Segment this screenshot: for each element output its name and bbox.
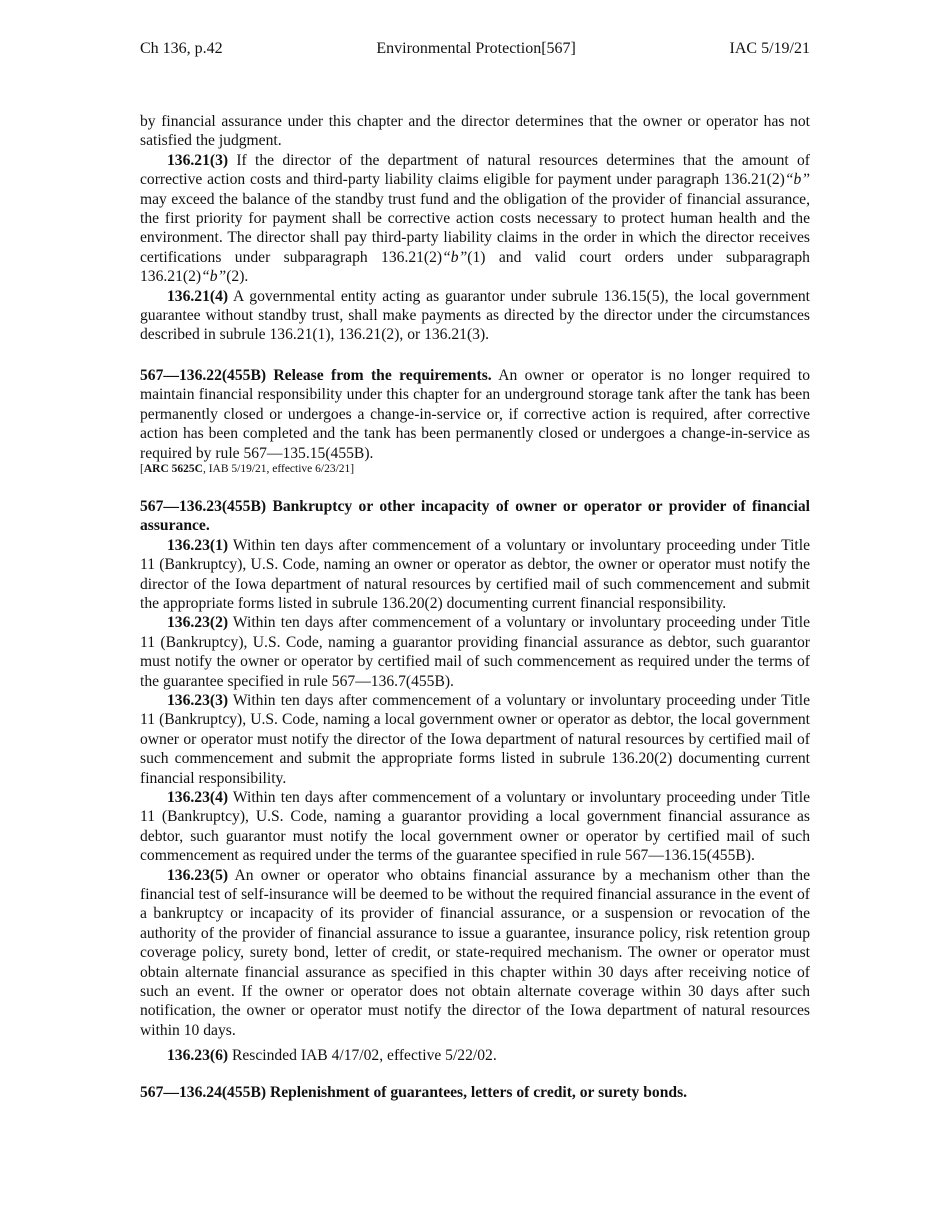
subrule-label: 136.23(6) xyxy=(167,1047,229,1065)
rule-title: 567—136.24(455B) Replenishment of guarantees, letters of credit, or surety bonds. xyxy=(140,1083,688,1101)
subrule-136-23-3 xyxy=(140,691,810,788)
text: (1) and valid court orders under subparagraph 136.21(2) xyxy=(140,248,810,286)
subrule-label: 136.23(2) xyxy=(167,614,229,632)
text: , IAB 5/19/21, effective 6/23/21] xyxy=(202,462,355,475)
text: (2). xyxy=(226,268,249,286)
text: “b” xyxy=(442,248,468,266)
text: may exceed the balance of the standby trust fund and the obligation of the provider of financial assurance, the first priority for payment shall be corrective action costs necessary to protect human health and the environment. The director shall pay third-party liability claims in the order in which the director receives certifications under subparagraph 136.21(2) xyxy=(140,190,810,266)
page-header xyxy=(140,40,810,58)
subrule-136-23-5 xyxy=(140,866,810,1041)
text: Within ten days after commencement of a voluntary or involuntary proceeding under Title 11 (Bankruptcy), U.S. Code, naming a local government owner or operator as debtor, the local government owner or operator must notify the director of the Iowa department of natural resources by certified mail of such commencement and submit the appropriate forms listed in subrule 136.20(2) documenting current financial responsibility. xyxy=(140,691,810,787)
rule-136-24-title xyxy=(140,1083,810,1102)
document-body xyxy=(140,112,810,1102)
header-chapter-page: Ch 136, p.42 xyxy=(140,40,223,57)
subrule-label: 136.21(3) xyxy=(167,151,229,169)
text: An owner or operator who obtains financial assurance by a mechanism other than the financial test of self-insurance will be deemed to be without the required financial assurance in the event of a bankruptcy or incapacity of its provider of financial assurance, or a suspension or revocation of the authority of the provider of financial assurance to issue a guarantee, insurance policy, risk retention group coverage policy, surety bond, letter of credit, or state-required mechanism. The owner or operator must obtain alternate financial assurance as specified in this chapter within 30 days after receiving notice of such an event. If the owner or operator does not obtain alternate coverage within 30 days after such notification, the owner or operator must notify the director of the Iowa department of natural resources within 10 days. xyxy=(140,866,810,1039)
subrule-label: 136.23(3) xyxy=(167,691,229,709)
rule-136-23-title xyxy=(140,497,810,536)
subrule-136-21-3 xyxy=(140,151,810,287)
rule-136-22 xyxy=(140,366,810,463)
rule-title: 567—136.23(455B) Bankruptcy or other incapacity of owner or operator or provider of financial assurance. xyxy=(140,497,810,535)
subrule-136-23-2 xyxy=(140,613,810,691)
subrule-label: 136.23(5) xyxy=(167,866,229,884)
text: A governmental entity acting as guarantor under subrule 136.15(5), the local government guarantee without standby trust, shall make payments as directed by the director under the circumstances described in subrule 136.21(1), 136.21(2), or 136.21(3). xyxy=(140,287,810,344)
header-date: IAC 5/19/21 xyxy=(729,40,810,57)
text: If the director of the department of natural resources determines that the amount of corrective action costs and third-party liability claims eligible for payment under paragraph 136.21(2) xyxy=(140,151,810,189)
subrule-136-23-6 xyxy=(140,1046,810,1065)
subrule-136-23-1 xyxy=(140,536,810,614)
rule-title: 567—136.22(455B) Release from the requirements. xyxy=(140,366,492,384)
subrule-label: 136.23(1) xyxy=(167,536,229,554)
text: Rescinded IAB 4/17/02, effective 5/22/02. xyxy=(228,1047,497,1065)
subrule-136-21-4 xyxy=(140,287,810,345)
text: “b” xyxy=(784,171,810,189)
arc-number: ARC 5625C xyxy=(143,462,203,475)
paragraph-continuation: by financial assurance under this chapter and the director determines that the owner or operator has not satisfied the judgment. xyxy=(140,113,810,150)
text: An owner or operator is no longer required to maintain financial responsibility under this chapter for an underground storage tank after the tank has been permanently closed or undergoes a change-in-service or, if corrective action is required, after corrective action has been completed and the tank has been permanently closed or undergoes a change-in-service as required by rule 567—135.15(455B). xyxy=(140,366,811,462)
subrule-label: 136.23(4) xyxy=(167,789,229,806)
subrule-label: 136.21(4) xyxy=(167,287,229,305)
subrule-136-23-4 xyxy=(140,788,810,866)
text: [ xyxy=(140,462,144,475)
text: Within ten days after commencement of a voluntary or involuntary proceeding under Title 11 (Bankruptcy), U.S. Code, naming an owner or operator as debtor, the owner or operator must notify the director of the Iowa department of natural resources by certified mail of such commencement and submit the appropriate forms listed in subrule 136.20(2) documenting current financial responsibility. xyxy=(140,536,810,612)
citation xyxy=(140,463,810,476)
header-agency: Environmental Protection[567] xyxy=(376,40,576,57)
text: “b” xyxy=(201,268,227,286)
text: Within ten days after commencement of a voluntary or involuntary proceeding under Title 11 (Bankruptcy), U.S. Code, naming a guarantor providing financial assurance as debtor, such guarantor must notify the owner or operator by certified mail of such commencement as required under the terms of the guarantee specified in rule 567—136.7(455B). xyxy=(140,614,810,690)
text: Within ten days after commencement of a voluntary or involuntary proceeding under Title 11 (Bankruptcy), U.S. Code, naming a guarantor providing a local government financial assurance as debtor, such guarantor must notify the local government owner or operator by certified mail of such commencement as required under the terms of the guarantee specified in rule 567—136.15(455B). xyxy=(140,789,810,865)
